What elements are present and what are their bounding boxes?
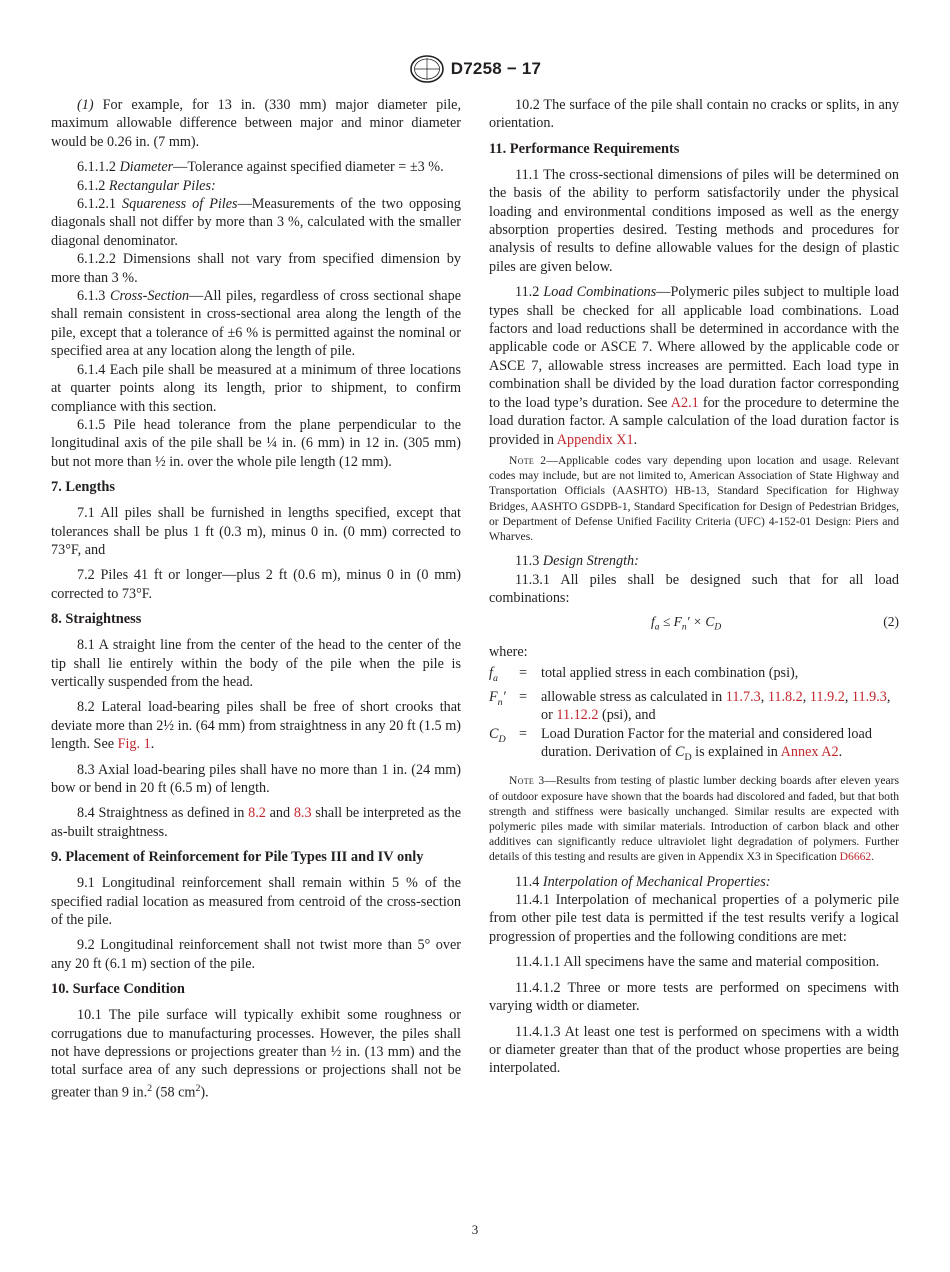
paragraph-11-3-1: 11.3.1 All piles shall be designed such that for all load combinations: — [489, 571, 899, 606]
page-number: 3 — [471, 1222, 479, 1237]
link-fig-1[interactable]: Fig. 1 — [117, 736, 151, 753]
link-11-9-3[interactable]: 11.9.3 — [851, 688, 887, 705]
link-appendix-x1[interactable]: Appendix X1 — [556, 431, 634, 448]
left-column — [51, 96, 461, 1109]
paragraph-7-2: 7.2 Piles 41 ft or longer—plus 2 ft (0.6 m), minus 0 in (0 mm) corrected to 73°F. — [51, 567, 461, 602]
paragraph-8-1: 8.1 A straight line from the center of the head to the center of the tip shall lie entirely within the body of the pile when the pile is vertically suspended from the head. — [51, 637, 461, 690]
variable-definitions — [489, 664, 899, 768]
paragraph-11-4: 11.4 Interpolation of Mechanical Properties: — [515, 873, 771, 890]
note-2: Note 2—Applicable codes vary depending upon location and usage. Relevant codes may include, but are not limited to, American Association of State Highway and Transportation Officials (AASHTO) HB-13, Standard Specification for Highway Bridges, AASHTO GSDPB-1, Standard Specification for Design of Pedestrian Bridges, or Department of Defense Unified Facility Criteria (UFC) 4-152-01 Design: Piers and Wharves. — [489, 453, 899, 543]
section-heading-performance: 11. Performance Requirements — [489, 140, 680, 157]
paragraph-6-1-4: 6.1.4 Each pile shall be measured at a minimum of three locations at quarter points along its length, prior to shipment, to confirm compliance with this section. — [51, 361, 461, 415]
page-header — [0, 54, 950, 84]
link-11-7-3[interactable]: 11.7.3 — [725, 688, 761, 705]
link-8-3[interactable]: 8.3 — [293, 805, 312, 822]
link-11-12-2[interactable]: 11.12.2 — [556, 707, 599, 724]
equation-number: (2) — [883, 614, 899, 630]
paragraph-6-1-1-1-1: (1) For example, for 13 in. (330 mm) major diameter pile, maximum allowable difference between major and minor diameter would be 0.26 in. (7 mm). — [51, 97, 461, 150]
paragraph-9-1: 9.1 Longitudinal reinforcement shall remain within 5 % of the specified radial location as measured from centroid of the cross-section of the pile. — [51, 875, 461, 929]
link-annex-a2[interactable]: Annex A2 — [780, 744, 839, 761]
right-column — [489, 96, 899, 1085]
paragraph-11-2: 11.2 Load Combinations—Polymeric piles subject to multiple load types shall be checked for all applicable load combinations. Load factors and load reductions shall be determined in accordance with the applicable code or ASCE 7. Where allowed by the applicable code or ASCE 7, allowable stress increases are permitted. Each load type in combination shall be divided by the load duration factor corresponding to the load type’s duration. See A2.1 for the procedure to determine the load duration factor. A sample calculation of the load duration factor is provided in Appendix X1. — [489, 284, 900, 448]
link-11-8-2[interactable]: 11.8.2 — [767, 688, 803, 705]
paragraph-6-1-1-2: 6.1.1.2 Diameter—Tolerance against specified diameter = ±3 %. — [77, 159, 444, 176]
astm-logo-icon — [409, 54, 445, 84]
paragraph-6-1-2: 6.1.2 Rectangular Piles: — [77, 177, 216, 194]
link-8-2[interactable]: 8.2 — [248, 805, 266, 822]
section-heading-surface-condition: 10. Surface Condition — [51, 981, 185, 998]
paragraph-6-1-3: 6.1.3 Cross-Section—All piles, regardless of cross sectional shape shall remain consistent in cross-sectional area along the length of the pile, except that a tolerance of ±6 % is permitted against the nominal or specified area at any location along the length of pile. — [51, 288, 461, 360]
note-3: Note 3—Results from testing of plastic lumber decking boards after eleven years of outdoor exposure have shown that the boards had discolored and faded, but that both strength and stiffness were basically unchanged. Similar results are expected with polymeric piles made with similar materials. Introduction of carbon black and other additives can significantly reduce ultraviolet light degradation of polymers. Further details of this testing and results are given in Appendix X3 in Specification D6662. — [489, 774, 899, 864]
paragraph-10-2: 10.2 The surface of the pile shall contain no cracks or splits, in any orientation. — [489, 97, 899, 132]
paragraph-6-1-2-1: 6.1.2.1 Squareness of Piles—Measurements of the two opposing diagonals shall not differ by more than 3 %, calculated with the smaller diagonal denominator. — [51, 196, 461, 249]
section-heading-reinforcement: 9. Placement of Reinforcement for Pile Types III and IV only — [51, 849, 424, 866]
link-d6662[interactable]: D6662 — [839, 850, 872, 864]
document-designation: D7258 − 17 — [450, 59, 542, 78]
paragraph-8-3: 8.3 Axial load-bearing piles shall have no more than 1 in. (24 mm) bow or bend in 20 ft (6.5 m) of length. — [51, 761, 461, 796]
definition-cd: $C_D$ = Load Duration Factor for the material and considered load duration. Derivation of $C_D$ is explained in Annex A2. — [489, 725, 872, 764]
paragraph-11-4-1-3: 11.4.1.3 At least one test is performed on specimens with a width or diameter greater than that of the product whose properties are being interpolated. — [489, 1023, 899, 1077]
definition-fa: $f_a$ = total applied stress in each combination (psi), — [489, 664, 799, 684]
paragraph-11-4-1: 11.4.1 Interpolation of mechanical properties of a polymeric pile from other pile test data is permitted if the test results verify a logical progression of properties and the following conditions are met: — [489, 892, 899, 945]
paragraph-11-1: 11.1 The cross-sectional dimensions of piles will be determined on the basis of the ability to perform satisfactorily under the physical loading and environmental conditions imposed as well as the energy absorption properties desired. Testing methods and procedures for analysis of results to define allowable values for the design of plastic piles are given below. — [489, 166, 899, 275]
equation-body: $f_a \le F_n' \times C_D$ — [651, 614, 722, 634]
paragraph-11-3: 11.3 Design Strength: — [515, 553, 639, 570]
section-heading-straightness: 8. Straightness — [51, 611, 142, 628]
section-heading-lengths: 7. Lengths — [51, 479, 115, 496]
paragraph-9-2: 9.2 Longitudinal reinforcement shall not twist more than 5° over any 20 ft (6.1 m) section of the pile. — [51, 937, 461, 972]
paragraph-8-4: 8.4 Straightness as defined in 8.2 and 8.3 shall be interpreted as the as-built straightness. — [51, 805, 461, 840]
definition-fn: $F_n'$ = allowable stress as calculated in 11.7.3, 11.8.2, 11.9.2, 11.9.3, or 11.12.2 (psi), and — [489, 688, 891, 724]
paragraph-11-4-1-2: 11.4.1.2 Three or more tests are performed on specimens with varying width or diameter. — [489, 979, 899, 1015]
equation-2 — [489, 611, 899, 637]
paragraph-6-1-5: 6.1.5 Pile head tolerance from the plane perpendicular to the longitudinal axis of the pile shall be ¼ in. (6 mm) in 12 in. (305 mm) but not more than ½ in. over the whole pile length (12 mm). — [51, 416, 461, 470]
link-a2-1[interactable]: A2.1 — [670, 394, 699, 411]
paragraph-8-2: 8.2 Lateral load-bearing piles shall be free of short crooks that deviate more than 2½ in. (64 mm) from straightness in any 20 ft (1.5 m) length. See Fig. 1. — [51, 699, 461, 753]
where-label: where: — [489, 644, 528, 661]
paragraph-10-1: 10.1 The pile surface will typically exhibit some roughness or corrugations due to manufacturing processes. However, the piles shall not have depressions or projections greater than ½ in. (13 mm) and the total surface area of any such depressions or projections shall not be greater than 9 in.$^2$ (58 $cm^2$). — [51, 1007, 461, 1101]
paragraph-7-1: 7.1 All piles shall be furnished in lengths specified, except that tolerances shall be plus 1 ft (0.3 m), minus 0 in. (0 mm) corrected to 73°F, and — [51, 505, 461, 558]
paragraph-6-1-2-2: 6.1.2.2 Dimensions shall not vary from specified dimension by more than 3 %. — [51, 251, 461, 286]
link-11-9-2[interactable]: 11.9.2 — [809, 688, 845, 705]
paragraph-11-4-1-1: 11.4.1.1 All specimens have the same and material composition. — [515, 954, 880, 971]
